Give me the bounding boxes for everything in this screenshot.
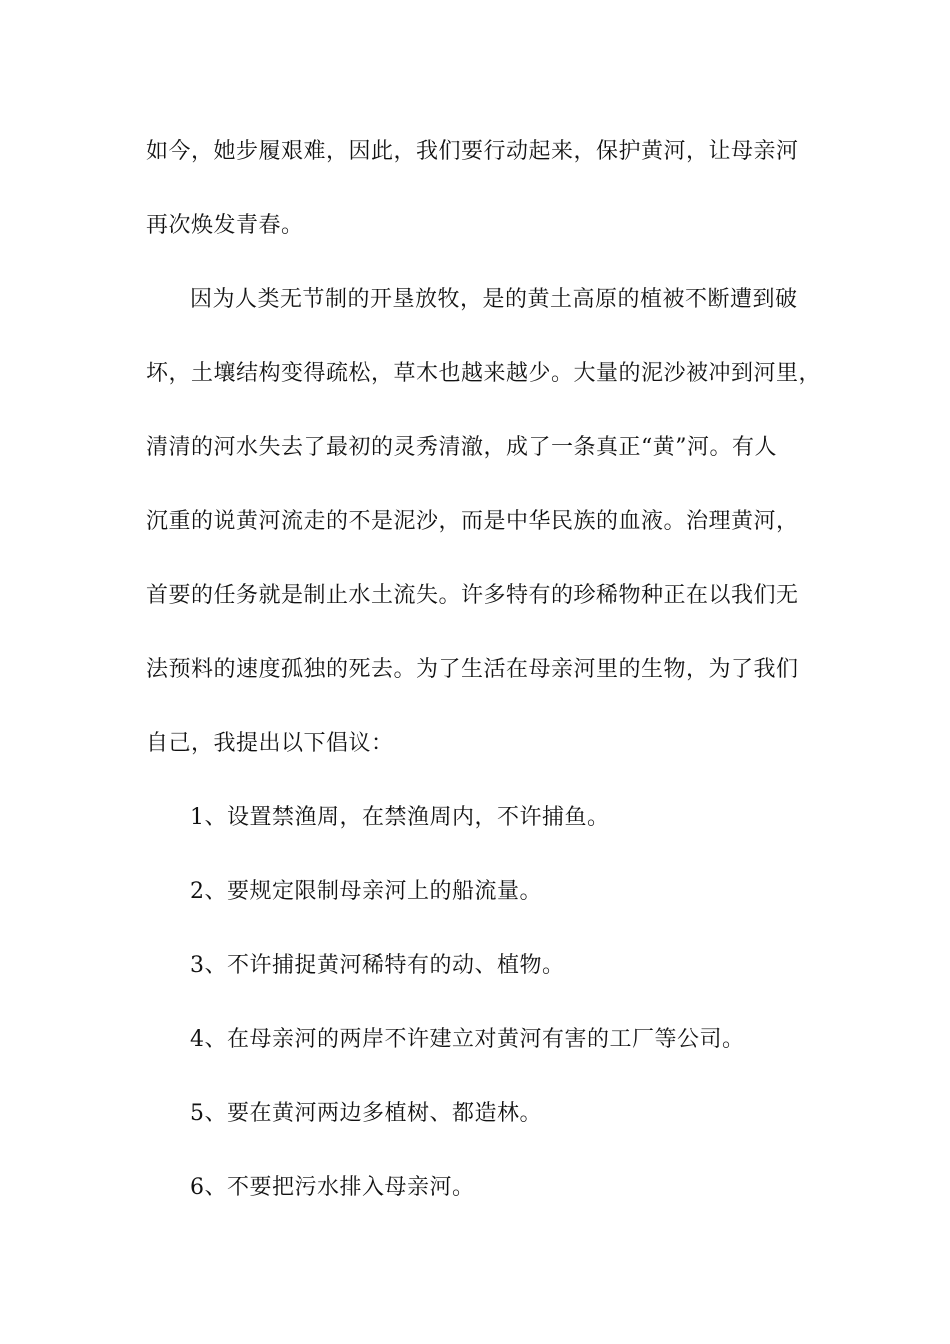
paragraph-2-line-1: 因为人类无节制的开垦放牧，是的黄土高原的植被不断遭到破 [190,287,798,312]
proposal-4: 4、在母亲河的两岸不许建立对黄河有害的工厂等公司。 [190,1027,745,1052]
paragraph-1-line-1: 如今，她步履艰难，因此，我们要行动起来，保护黄河，让母亲河 [146,139,799,164]
proposal-1: 1、设置禁渔周，在禁渔周内，不许捕鱼。 [190,805,610,830]
proposal-3: 3、不许捕捉黄河稀特有的动、植物。 [190,953,565,978]
paragraph-2-line-6: 法预料的速度孤独的死去。为了生活在母亲河里的生物，为了我们 [146,657,799,682]
paragraph-2-line-4: 沉重的说黄河流走的不是泥沙，而是中华民族的血液。治理黄河， [146,509,799,534]
paragraph-2-line-7: 自己，我提出以下倡议： [146,731,394,756]
paragraph-2-line-5: 首要的任务就是制止水土流失。许多特有的珍稀物种正在以我们无 [146,583,799,608]
paragraph-1-line-2: 再次焕发青春。 [146,213,304,238]
proposal-5: 5、要在黄河两边多植树、都造林。 [190,1101,542,1126]
proposal-2: 2、要规定限制母亲河上的船流量。 [190,879,542,904]
paragraph-2-line-3: 清清的河水失去了最初的灵秀清澈，成了一条真正“黄”河。有人 [146,435,777,460]
paragraph-2-line-2: 坏，土壤结构变得疏松，草木也越来越少。大量的泥沙被冲到河里， [146,361,822,386]
proposal-6: 6、不要把污水排入母亲河。 [190,1175,475,1200]
